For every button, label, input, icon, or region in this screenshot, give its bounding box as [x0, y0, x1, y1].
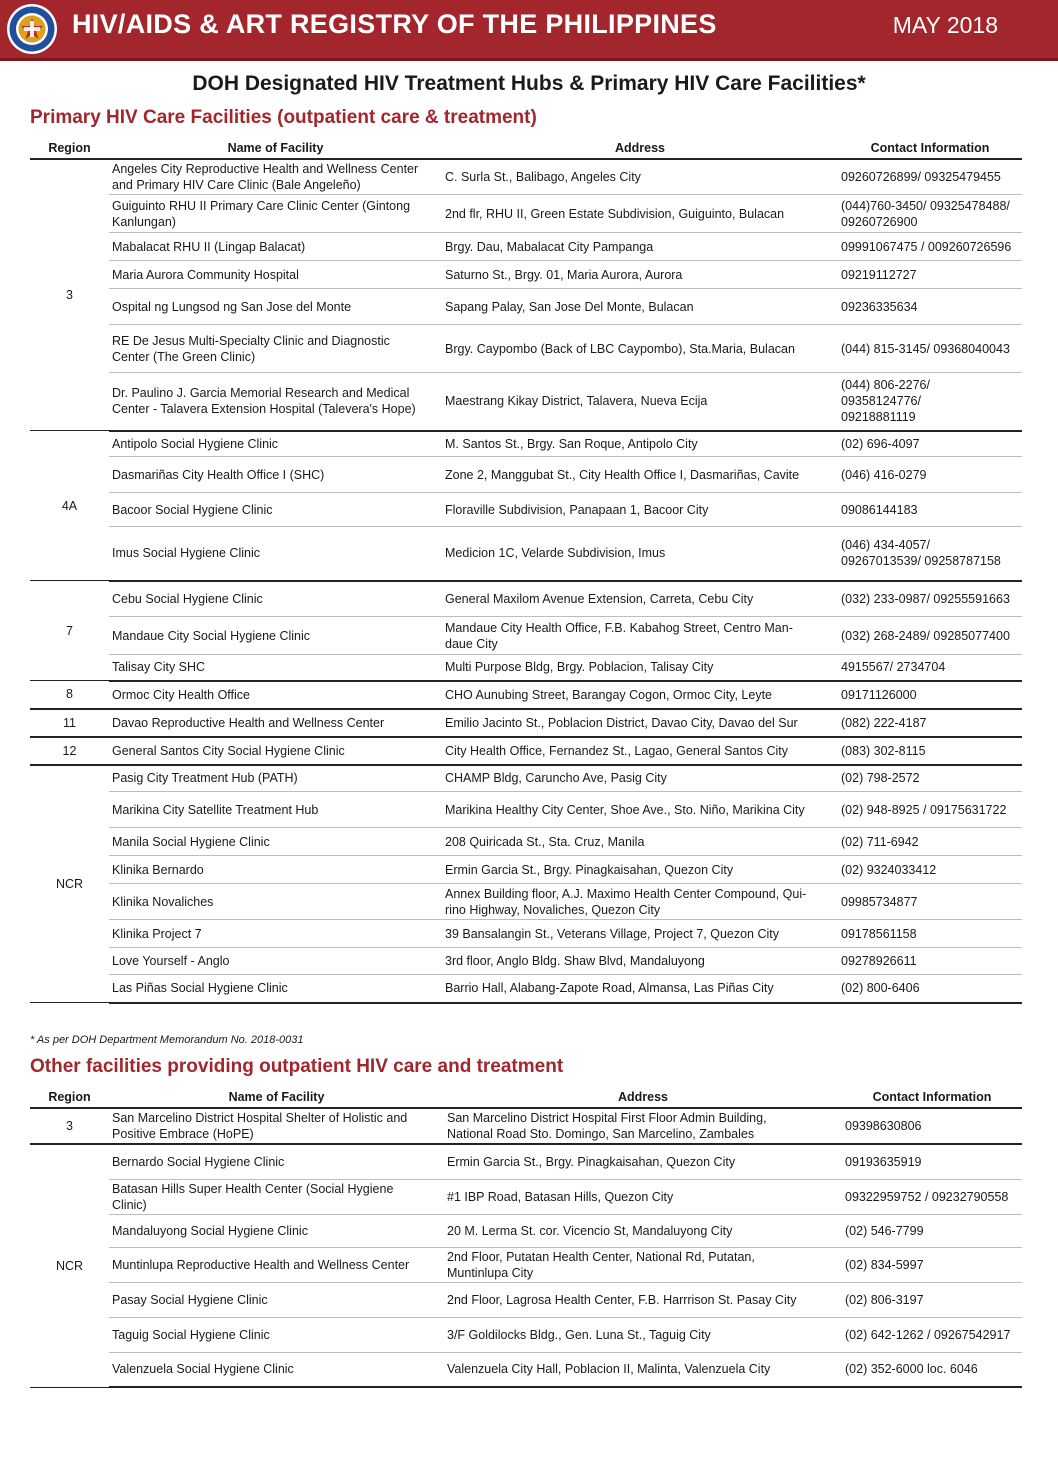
contact-cell: (032) 233-0987/ 09255591663: [838, 581, 1022, 617]
contact-cell: 09178561158: [838, 920, 1022, 948]
contact-cell: 09322959752 / 09232790558: [842, 1179, 1022, 1214]
address-cell: Maestrang Kikay District, Talavera, Nueva Ecija: [442, 373, 838, 431]
facility-name-cell: San Marcelino District Hospital Shelter of Holistic and Positive Embrace (HoPE): [109, 1108, 444, 1144]
table-row: [30, 1317, 1022, 1352]
facility-name-cell: Bernardo Social Hygiene Clinic: [109, 1144, 444, 1179]
table-row: [30, 1144, 1022, 1179]
facility-name-cell: Davao Reproductive Health and Wellness Center: [109, 709, 442, 737]
contact-cell: (02) 711-6942: [838, 828, 1022, 856]
address-cell: Brgy. Dau, Mabalacat City Pampanga: [442, 233, 838, 261]
facility-name-cell: Manila Social Hygiene Clinic: [109, 828, 442, 856]
header-region: Region: [30, 139, 109, 159]
facility-name-cell: Pasig City Treatment Hub (PATH): [109, 765, 442, 792]
facility-name-cell: Mandaue City Social Hygiene Clinic: [109, 617, 442, 655]
table-row: [30, 1179, 1022, 1214]
address-cell: Valenzuela City Hall, Poblacion II, Malinta, Valenzuela City: [444, 1352, 842, 1387]
other-facilities-table: [30, 1088, 1022, 1388]
address-cell: Zone 2, Manggubat St., City Health Office I, Dasmariñas, Cavite: [442, 457, 838, 493]
address-cell: City Health Office, Fernandez St., Lagao, General Santos City: [442, 737, 838, 765]
other-table-body: [30, 1108, 1022, 1387]
contact-cell: (02) 9324033412: [838, 856, 1022, 884]
header-region: Region: [30, 1088, 109, 1108]
table-row: [30, 765, 1022, 792]
table-row: [30, 159, 1022, 195]
contact-cell: (02) 834-5997: [842, 1247, 1022, 1282]
facility-name-cell: Antipolo Social Hygiene Clinic: [109, 431, 442, 457]
contact-cell: 09171126000: [838, 681, 1022, 709]
facility-name-cell: Muntinlupa Reproductive Health and Wellness Center: [109, 1247, 444, 1282]
address-cell: C. Surla St., Balibago, Angeles City: [442, 159, 838, 195]
contact-cell: (02) 948-8925 / 09175631722: [838, 792, 1022, 828]
header-facility: Name of Facility: [109, 1088, 444, 1108]
address-cell: Sapang Palay, San Jose Del Monte, Bulacan: [442, 289, 838, 325]
table-row: [30, 709, 1022, 737]
address-cell: Annex Building floor, A.J. Maximo Health Center Compound, Qui- rino Highway, Novaliches, Quezon City: [442, 884, 838, 920]
address-cell: Medicion 1C, Velarde Subdivision, Imus: [442, 527, 838, 581]
address-cell: San Marcelino District Hospital First Floor Admin Building, National Road Sto. Domingo, San Marcelino, Zambales: [444, 1108, 842, 1144]
table-header-row: [30, 139, 1022, 159]
facility-name-cell: Marikina City Satellite Treatment Hub: [109, 792, 442, 828]
region-cell: 7: [30, 581, 109, 681]
address-cell: #1 IBP Road, Batasan Hills, Quezon City: [444, 1179, 842, 1214]
facility-name-cell: Klinika Bernardo: [109, 856, 442, 884]
contact-cell: (02) 798-2572: [838, 765, 1022, 792]
facility-name-cell: Guiguinto RHU II Primary Care Clinic Center (Gintong Kanlungan): [109, 195, 442, 233]
address-cell: 20 M. Lerma St. cor. Vicencio St, Mandaluyong City: [444, 1214, 842, 1247]
region-cell: 11: [30, 709, 109, 737]
facility-name-cell: Dasmariñas City Health Office I (SHC): [109, 457, 442, 493]
facility-name-cell: Taguig Social Hygiene Clinic: [109, 1317, 444, 1352]
address-cell: Mandaue City Health Office, F.B. Kabahog Street, Centro Man- daue City: [442, 617, 838, 655]
facility-name-cell: General Santos City Social Hygiene Clinic: [109, 737, 442, 765]
contact-cell: 09086144183: [838, 493, 1022, 527]
table-row: [30, 856, 1022, 884]
facility-name-cell: Valenzuela Social Hygiene Clinic: [109, 1352, 444, 1387]
doh-seal-icon: [6, 3, 58, 55]
contact-cell: (02) 696-4097: [838, 431, 1022, 457]
table-row: [30, 289, 1022, 325]
header-address: Address: [444, 1088, 842, 1108]
facility-name-cell: Love Yourself - Anglo: [109, 948, 442, 975]
address-cell: Multi Purpose Bldg, Brgy. Poblacion, Talisay City: [442, 655, 838, 681]
table-row: [30, 1282, 1022, 1317]
contact-cell: (082) 222-4187: [838, 709, 1022, 737]
table-row: [30, 884, 1022, 920]
header-facility: Name of Facility: [109, 139, 442, 159]
address-cell: Floraville Subdivision, Panapaan 1, Bacoor City: [442, 493, 838, 527]
facility-name-cell: Klinika Project 7: [109, 920, 442, 948]
table-row: [30, 828, 1022, 856]
header-banner: [0, 0, 1058, 61]
table-row: [30, 948, 1022, 975]
address-cell: CHO Aunubing Street, Barangay Cogon, Ormoc City, Leyte: [442, 681, 838, 709]
other-section-title: Other facilities providing outpatient HIV care and treatment: [30, 1056, 564, 1077]
contact-cell: 09278926611: [838, 948, 1022, 975]
facility-name-cell: Ospital ng Lungsod ng San Jose del Monte: [109, 289, 442, 325]
region-cell: NCR: [30, 765, 109, 1003]
table-row: [30, 1214, 1022, 1247]
table-row: [30, 233, 1022, 261]
table-row: [30, 457, 1022, 493]
registry-title: HIV/AIDS & ART REGISTRY OF THE PHILIPPINES: [72, 9, 717, 39]
table-row: [30, 261, 1022, 289]
region-cell: 12: [30, 737, 109, 765]
address-cell: 2nd Floor, Lagrosa Health Center, F.B. Harrrison St. Pasay City: [444, 1282, 842, 1317]
header-contact: Contact Information: [842, 1088, 1022, 1108]
address-cell: 2nd Floor, Putatan Health Center, National Rd, Putatan, Muntinlupa City: [444, 1247, 842, 1282]
contact-cell: 09991067475 / 009260726596: [838, 233, 1022, 261]
table-header-row: [30, 1088, 1022, 1108]
table-row: [30, 527, 1022, 581]
contact-cell: 4915567/ 2734704: [838, 655, 1022, 681]
facility-name-cell: Ormoc City Health Office: [109, 681, 442, 709]
primary-section-title: Primary HIV Care Facilities (outpatient care & treatment): [30, 107, 537, 128]
document-title: DOH Designated HIV Treatment Hubs & Primary HIV Care Facilities*: [192, 72, 866, 95]
region-cell: 4A: [30, 431, 109, 581]
facility-name-cell: Angeles City Reproductive Health and Wellness Center and Primary HIV Care Clinic (Bale Angeleño): [109, 159, 442, 195]
address-cell: 208 Quiricada St., Sta. Cruz, Manila: [442, 828, 838, 856]
table-row: [30, 373, 1022, 431]
table-row: [30, 1352, 1022, 1387]
address-cell: Ermin Garcia St., Brgy. Pinagkaisahan, Quezon City: [442, 856, 838, 884]
contact-cell: (046) 416-0279: [838, 457, 1022, 493]
facility-name-cell: Pasay Social Hygiene Clinic: [109, 1282, 444, 1317]
address-cell: Emilio Jacinto St., Poblacion District, Davao City, Davao del Sur: [442, 709, 838, 737]
address-cell: 2nd flr, RHU II, Green Estate Subdivision, Guiguinto, Bulacan: [442, 195, 838, 233]
table-row: [30, 681, 1022, 709]
contact-cell: (044) 806-2276/ 09358124776/ 09218881119: [838, 373, 1022, 431]
address-cell: Ermin Garcia St., Brgy. Pinagkaisahan, Quezon City: [444, 1144, 842, 1179]
table-row: [30, 1108, 1022, 1144]
facility-name-cell: Talisay City SHC: [109, 655, 442, 681]
facility-name-cell: Mandaluyong Social Hygiene Clinic: [109, 1214, 444, 1247]
facility-name-cell: Dr. Paulino J. Garcia Memorial Research and Medical Center - Talavera Extension Hospital (Talevera's Hope): [109, 373, 442, 431]
address-cell: General Maxilom Avenue Extension, Carreta, Cebu City: [442, 581, 838, 617]
contact-cell: (083) 302-8115: [838, 737, 1022, 765]
facility-name-cell: Batasan Hills Super Health Center (Social Hygiene Clinic): [109, 1179, 444, 1214]
table-row: [30, 737, 1022, 765]
table-row: [30, 655, 1022, 681]
contact-cell: (044) 815-3145/ 09368040043: [838, 325, 1022, 373]
region-cell: NCR: [30, 1144, 109, 1387]
table-row: [30, 195, 1022, 233]
address-cell: Saturno St., Brgy. 01, Maria Aurora, Aurora: [442, 261, 838, 289]
facility-name-cell: Bacoor Social Hygiene Clinic: [109, 493, 442, 527]
facility-name-cell: Maria Aurora Community Hospital: [109, 261, 442, 289]
contact-cell: 09193635919: [842, 1144, 1022, 1179]
primary-facilities-table: [30, 139, 1022, 1004]
region-cell: 8: [30, 681, 109, 709]
address-cell: M. Santos St., Brgy. San Roque, Antipolo City: [442, 431, 838, 457]
facility-name-cell: Klinika Novaliches: [109, 884, 442, 920]
contact-cell: (02) 546-7799: [842, 1214, 1022, 1247]
address-cell: Barrio Hall, Alabang-Zapote Road, Almansa, Las Piñas City: [442, 975, 838, 1003]
contact-cell: 09219112727: [838, 261, 1022, 289]
address-cell: 3rd floor, Anglo Bldg. Shaw Blvd, Mandaluyong: [442, 948, 838, 975]
facility-name-cell: Cebu Social Hygiene Clinic: [109, 581, 442, 617]
primary-table-body: [30, 159, 1022, 1003]
contact-cell: 09236335634: [838, 289, 1022, 325]
facility-name-cell: RE De Jesus Multi-Specialty Clinic and Diagnostic Center (The Green Clinic): [109, 325, 442, 373]
region-cell: 3: [30, 159, 109, 431]
report-date: MAY 2018: [892, 12, 998, 38]
region-cell: 3: [30, 1108, 109, 1144]
table-row: [30, 617, 1022, 655]
contact-cell: (02) 642-1262 / 09267542917: [842, 1317, 1022, 1352]
facility-name-cell: Imus Social Hygiene Clinic: [109, 527, 442, 581]
address-cell: 3/F Goldilocks Bldg., Gen. Luna St., Taguig City: [444, 1317, 842, 1352]
contact-cell: (02) 352-6000 loc. 6046: [842, 1352, 1022, 1387]
address-cell: Brgy. Caypombo (Back of LBC Caypombo), Sta.Maria, Bulacan: [442, 325, 838, 373]
contact-cell: 09260726899/ 09325479455: [838, 159, 1022, 195]
table-row: [30, 431, 1022, 457]
table-row: [30, 975, 1022, 1003]
facility-name-cell: Mabalacat RHU II (Lingap Balacat): [109, 233, 442, 261]
contact-cell: (032) 268-2489/ 09285077400: [838, 617, 1022, 655]
address-cell: CHAMP Bldg, Caruncho Ave, Pasig City: [442, 765, 838, 792]
table-row: [30, 325, 1022, 373]
header-address: Address: [442, 139, 838, 159]
address-cell: 39 Bansalangin St., Veterans Village, Project 7, Quezon City: [442, 920, 838, 948]
contact-cell: 09398630806: [842, 1108, 1022, 1144]
contact-cell: (046) 434-4057/ 09267013539/ 09258787158: [838, 527, 1022, 581]
address-cell: Marikina Healthy City Center, Shoe Ave., Sto. Niño, Marikina City: [442, 792, 838, 828]
table-row: [30, 920, 1022, 948]
footnote: * As per DOH Department Memorandum No. 2018-0031: [30, 1034, 304, 1046]
facility-name-cell: Las Piñas Social Hygiene Clinic: [109, 975, 442, 1003]
table-row: [30, 493, 1022, 527]
table-row: [30, 1247, 1022, 1282]
contact-cell: (044)760-3450/ 09325478488/ 09260726900: [838, 195, 1022, 233]
header-contact: Contact Information: [838, 139, 1022, 159]
table-row: [30, 792, 1022, 828]
contact-cell: 09985734877: [838, 884, 1022, 920]
contact-cell: (02) 806-3197: [842, 1282, 1022, 1317]
contact-cell: (02) 800-6406: [838, 975, 1022, 1003]
table-row: [30, 581, 1022, 617]
